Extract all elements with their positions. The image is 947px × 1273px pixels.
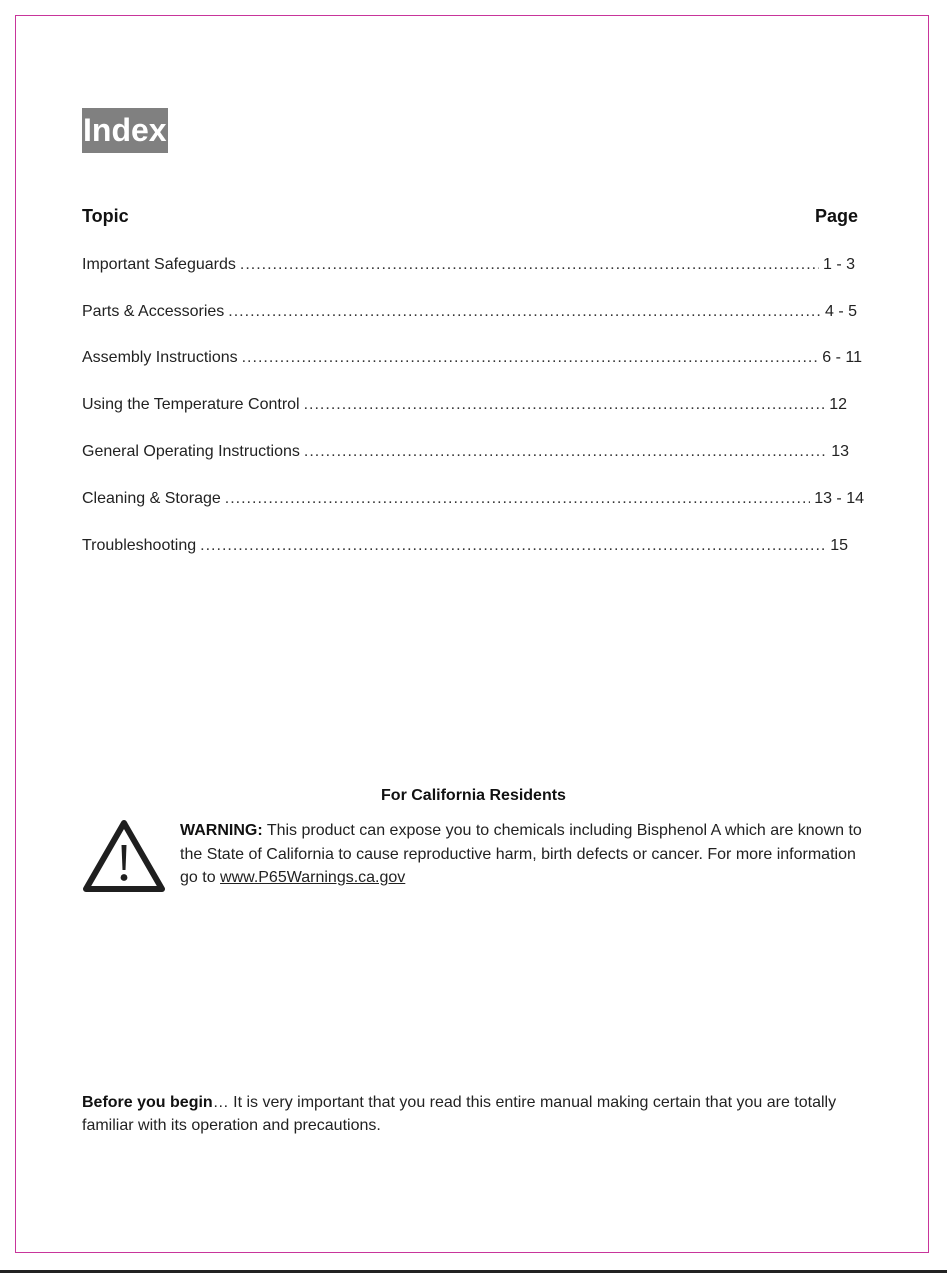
toc-leader-dots <box>225 490 810 508</box>
toc-entry-troubleshooting <box>82 537 848 559</box>
toc-entry-important-safeguards <box>82 256 855 278</box>
toc-entry-pages: 6 - 11 <box>822 349 862 366</box>
warning-paragraph <box>180 819 870 890</box>
toc-entry-assembly-instructions <box>82 349 862 371</box>
toc-entry-topic: Parts & Accessories <box>82 303 225 320</box>
page-frame <box>15 15 929 1253</box>
toc-entry-topic: General Operating Instructions <box>82 443 300 460</box>
toc-leader-dots <box>228 303 821 321</box>
page-title: Index <box>82 108 168 153</box>
toc-entry-topic: Troubleshooting <box>82 537 197 554</box>
toc-entry-pages: 4 - 5 <box>824 303 857 320</box>
toc-entry-temperature-control <box>82 396 847 418</box>
toc-leader-dots <box>304 396 826 414</box>
warning-label: WARNING: <box>180 822 263 839</box>
toc-entry-pages: 1 - 3 <box>822 256 855 273</box>
before-you-begin-text: … It is very important that you read this entire manual making certain that you are totally familiar with its operation and precautions. <box>82 1094 837 1134</box>
toc-entry-parts-accessories <box>82 303 857 325</box>
toc-entry-pages: 15 <box>830 537 848 554</box>
before-you-begin-paragraph <box>82 1091 862 1137</box>
toc-entry-cleaning-storage <box>82 490 864 512</box>
p65-warnings-link[interactable]: www.P65Warnings.ca.gov <box>220 869 406 886</box>
toc-leader-dots <box>242 349 819 367</box>
warning-triangle-icon <box>82 819 166 893</box>
toc-entry-topic: Assembly Instructions <box>82 349 238 366</box>
toc-entry-pages: 12 <box>829 396 847 413</box>
toc-leader-dots <box>200 537 826 555</box>
toc-entry-topic: Using the Temperature Control <box>82 396 300 413</box>
toc-leader-dots <box>240 256 819 274</box>
toc-leader-dots <box>304 443 827 461</box>
warning-body: This product can expose you to chemicals including Bisphenol A which are known to the State of California to cause reproductive harm, birth defects or cancer. For more information go to <box>180 822 862 886</box>
before-you-begin-label: Before you begin <box>82 1094 213 1111</box>
toc-entry-general-operating <box>82 443 849 465</box>
california-heading: For California Residents <box>381 787 566 804</box>
toc-entry-pages: 13 <box>831 443 849 460</box>
toc-header-topic: Topic <box>82 206 129 226</box>
toc-entry-pages: 13 - 14 <box>814 490 864 507</box>
toc-entry-topic: Important Safeguards <box>82 256 236 273</box>
toc-header <box>82 206 858 232</box>
toc-header-page: Page <box>814 206 858 226</box>
toc-entry-topic: Cleaning & Storage <box>82 490 221 507</box>
